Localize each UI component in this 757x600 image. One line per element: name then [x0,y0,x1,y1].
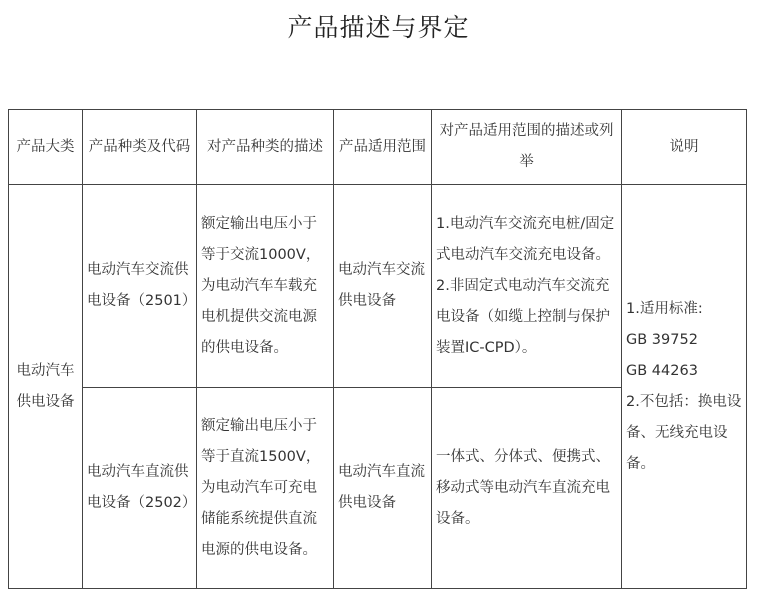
type-code-cell: 电动汽车直流供电设备（2502） [83,388,197,589]
type-code-cell: 电动汽车交流供电设备（2501） [83,185,197,388]
scope-cell: 电动汽车交流供电设备 [334,185,432,388]
table-header-row [9,110,747,185]
type-desc-cell: 额定输出电压小于等于交流1000V，为电动汽车车载充电机提供交流电源的供电设备。 [197,185,334,388]
category-cell: 电动汽车供电设备 [9,185,83,589]
product-table [8,109,747,589]
notes-standards-label: 1.适用标准: [626,300,703,317]
header-scope-desc: 对产品适用范围的描述或列举 [432,110,622,185]
notes-standard-1: GB 39752 [626,331,698,348]
header-type-code: 产品种类及代码 [83,110,197,185]
scope-desc-item: 1.电动汽车交流充电桩/固定式电动汽车交流充电设备。 [436,215,615,263]
scope-desc-cell: 一体式、分体式、便携式、移动式等电动汽车直流充电设备。 [432,388,622,589]
header-category: 产品大类 [9,110,83,185]
scope-cell: 电动汽车直流供电设备 [334,388,432,589]
notes-standard-2: GB 44263 [626,362,698,379]
table-row [9,185,747,388]
notes-cell [622,185,747,589]
scope-desc-cell [432,185,622,388]
header-notes: 说明 [622,110,747,185]
scope-desc-item: 2.非固定式电动汽车交流充电设备（如缆上控制与保护装置IC-CPD）。 [436,277,610,356]
header-type-desc: 对产品种类的描述 [197,110,334,185]
type-desc-cell: 额定输出电压小于等于直流1500V，为电动汽车可充电储能系统提供直流电源的供电设备。 [197,388,334,589]
notes-exclusions: 2.不包括：换电设备、无线充电设备。 [626,393,742,472]
page-title: 产品描述与界定 [287,13,470,42]
header-scope: 产品适用范围 [334,110,432,185]
